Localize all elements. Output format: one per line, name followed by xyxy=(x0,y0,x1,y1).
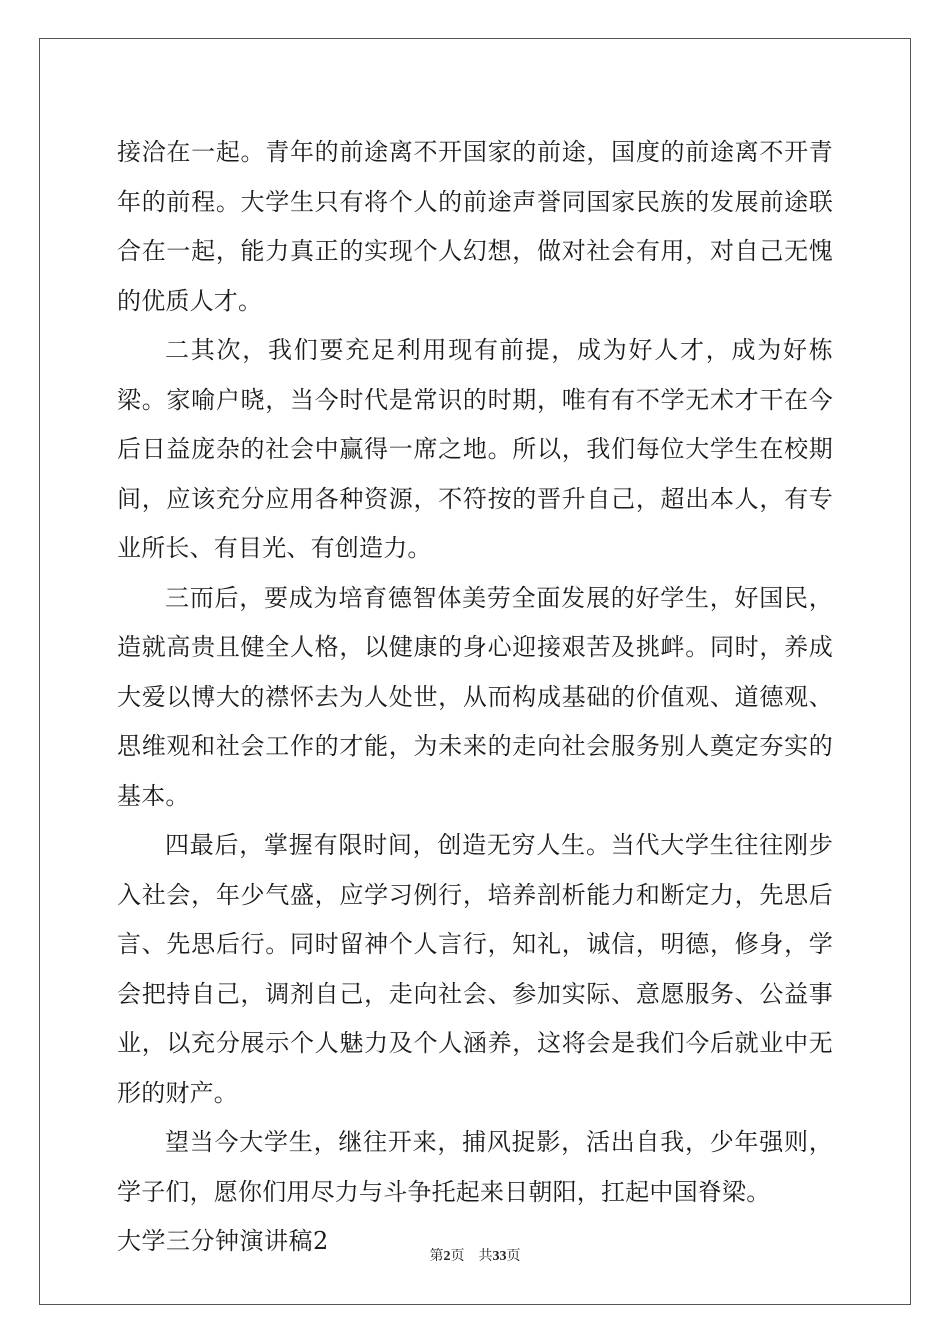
page-total: 33 xyxy=(492,1249,507,1264)
paragraph-4: 四最后，掌握有限时间，创造无穷人生。当代大学生往往刚步入社会，年少气盛，应学习例行，培养剖析能力和断定力，先思后言、先思后行。同时留神个人言行，知礼，诚信，明德，修身，学会把持自己，调剂自己，走向社会、参加实际、意愿服务、公益事业，以充分展示个人魅力及个人涵养，这将会是我们今后就业中无形的财产。 xyxy=(117,831,833,1107)
total-prefix: 共 xyxy=(478,1248,493,1264)
paragraph-3: 三而后，要成为培育德智体美劳全面发展的好学生，好国民，造就高贵且健全人格，以健康的身心迎接艰苦及挑衅。同时，养成大爱以博大的襟怀去为人处世，从而构成基础的价值观、道德观、思维观和社会工作的才能，为未来的走向社会服务别人奠定夯实的基本。 xyxy=(117,583,833,810)
paragraph-2: 二其次，我们要充足利用现有前提，成为好人才，成为好栋梁。家喻户晓，当今时代是常识的时期，唯有有不学无术才干在今后日益庞杂的社会中赢得一席之地。所以，我们每位大学生在校期间，应该充分应用各种资源，不符按的晋升自己，超出本人，有专业所长、有目光、有创造力。 xyxy=(117,336,833,562)
paragraph-1: 接洽在一起。青年的前途离不开国家的前途，国度的前途离不开青年的前程。大学生只有将个人的前途声誉同国家民族的发展前途联合在一起，能力真正的实现个人幻想，做对社会有用，对自己无愧的优质人才。 xyxy=(117,138,833,315)
page-footer xyxy=(0,1245,950,1265)
page-current: 2 xyxy=(443,1249,451,1264)
paragraph-5: 望当今大学生，继往开来，捕风捉影，活出自我，少年强则，学子们，愿你们用尽力与斗争托起来日朝阳，扛起中国脊梁。 xyxy=(117,1128,833,1206)
page-unit: 页 xyxy=(450,1248,465,1264)
section-heading: 大学三分钟演讲稿2 xyxy=(117,1227,329,1255)
total-unit: 页 xyxy=(506,1248,521,1264)
document-body xyxy=(117,128,833,1267)
page-prefix: 第 xyxy=(429,1248,444,1264)
